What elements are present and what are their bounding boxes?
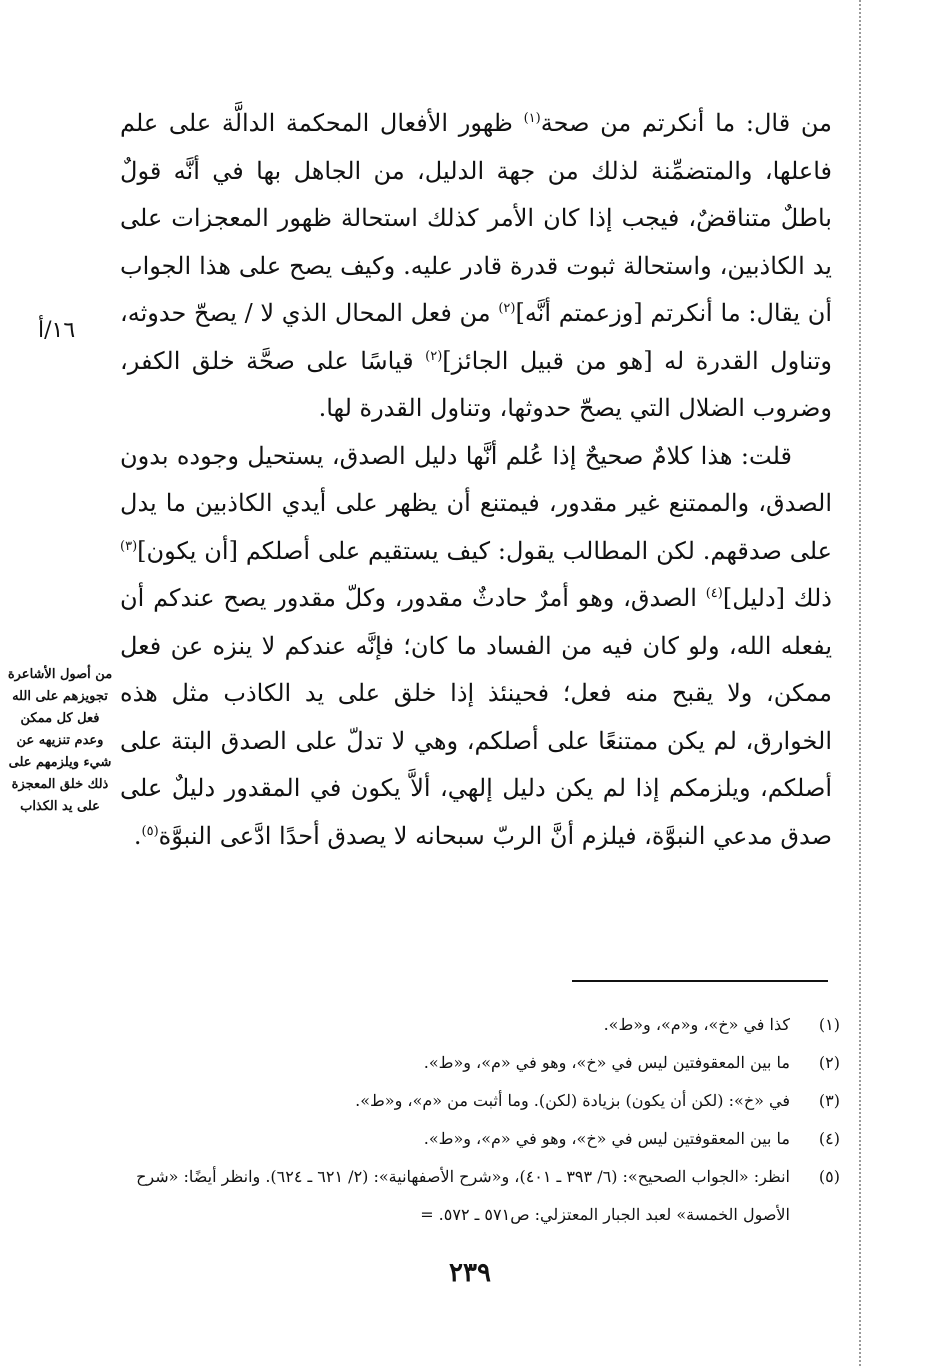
footnote-number: (١) [818, 1015, 840, 1034]
footnote-text: في «خ»: (لكن أن يكون) بزيادة (لكن). وما أثبت من «م»، و«ط». [355, 1091, 790, 1110]
manuscript-folio-ref: ١٦/أ [38, 318, 76, 343]
text-segment: ذلك [دليل] [722, 584, 832, 612]
text-segment: من فعل المحال الذي لا / يصحّ حدوثه، وتناول القدرة له [هو من قبيل الجائز] [120, 299, 832, 375]
footnote-marker: (٢) [425, 348, 443, 364]
footnote-item [100, 1120, 840, 1158]
footnote-text: كذا في «خ»، و«م»، و«ط». [603, 1015, 790, 1034]
footnote-text: انظر: «الجواب الصحيح»: (٦/ ٣٩٣ ـ ٤٠١)، و«شرح الأصفهانية»: (٢/ ٦٢١ ـ ٦٢٤). وانظر أيضًا: «شرح الأصول الخمسة» لعبد الجبار المعتزلي: ص٥٧١ ـ ٥٧٢. = [136, 1167, 790, 1224]
footnote-item [100, 1158, 840, 1234]
text-segment: قياسًا على صحَّة خلق الكفر، وضروب الضلال التي يصحّ حدوثها، وتناول القدرة لها. [120, 346, 832, 422]
footnote-item [100, 1044, 840, 1082]
footnote-number: (٢) [818, 1053, 840, 1072]
main-text [120, 100, 832, 860]
margin-note: من أصول الأشاعرة تجويزهم على الله فعل كل ممكن وعدم تنزيهه عن شيء ويلزمهم على ذلك خلق المعجزة على يد الكذاب [7, 667, 113, 814]
footnote-marker: (٢) [498, 301, 516, 316]
text-segment: ظهور الأفعال المحكمة الدالَّة على علم فاعلها، والمتضمِّنة لذلك من جهة الدليل، من الجاهل بها في أنَّه قولٌ باطلٌ متناقضٌ، فيجب إذا كان الأمر كذلك استحالة ظهور المعجزات على يد الكاذبين، واستحالة ثبوت قدرة قادر عليه. وكيف يصح على هذا الجواب أن يقال: ما أنكرتم [وزعمتم أنَّه] [120, 109, 832, 327]
footnote-number: (٥) [818, 1167, 840, 1186]
footnote-separator [572, 980, 828, 982]
text-segment: . [133, 821, 142, 850]
footnote-marker: (١) [523, 111, 541, 126]
footnote-marker: (٣) [120, 538, 138, 554]
margin-dotted-rule [859, 0, 861, 1366]
footnote-text: ما بين المعقوفتين ليس في «خ»، وهو في «م»، و«ط». [423, 1053, 790, 1072]
footnote-marker: (٤) [705, 586, 723, 601]
footnote-item [100, 1082, 840, 1120]
text-segment: قلت: هذا كلامٌ صحيحٌ إذا عُلم أنَّها دليل الصدق، يستحيل وجوده بدون الصدق، والممتنع غير مقدور، فيمتنع أن يظهر على أيدي الكاذبين ما يدل على صدقهم. لكن المطالب يقول: كيف يستقيم على أصلكم [أن يكون] [120, 441, 832, 565]
page-number: ٢٣٩ [449, 1258, 491, 1288]
footnote-number: (٤) [818, 1129, 840, 1148]
footnote-text: ما بين المعقوفتين ليس في «خ»، وهو في «م»، و«ط». [423, 1129, 790, 1148]
footnote-item [100, 1006, 840, 1044]
footnote-number: (٣) [818, 1091, 840, 1110]
paragraph-2 [120, 433, 832, 861]
paragraph-1 [120, 100, 832, 433]
footnote-marker: (٥) [141, 823, 159, 839]
footnotes [100, 1006, 840, 1234]
text-segment: من قال: ما أنكرتم من صحة [540, 109, 833, 137]
text-segment: الصدق، وهو أمرٌ حادثٌ مقدور، وكلّ مقدور يصح عندكم أن يفعله الله، ولو كان فيه من الفساد ما كان؛ فإنَّه عندكم لا ينزه عن فعل ممكن، ولا يقبح منه فعل؛ فحينئذ إذا خلق على يد الكاذب مثل هذه الخوارق، لم يكن ممتنعًا على أصلكم، وهي لا تدلّ على الصدق البتة على أصلكم، ويلزمكم إذا لم يكن دليل إلهي، ألاَّ يكون في المقدور دليلٌ على صدق مدعي النبوَّة، فيلزم أنَّ الربّ سبحانه لا يصدق أحدًا ادَّعى النبوَّة [120, 584, 832, 850]
